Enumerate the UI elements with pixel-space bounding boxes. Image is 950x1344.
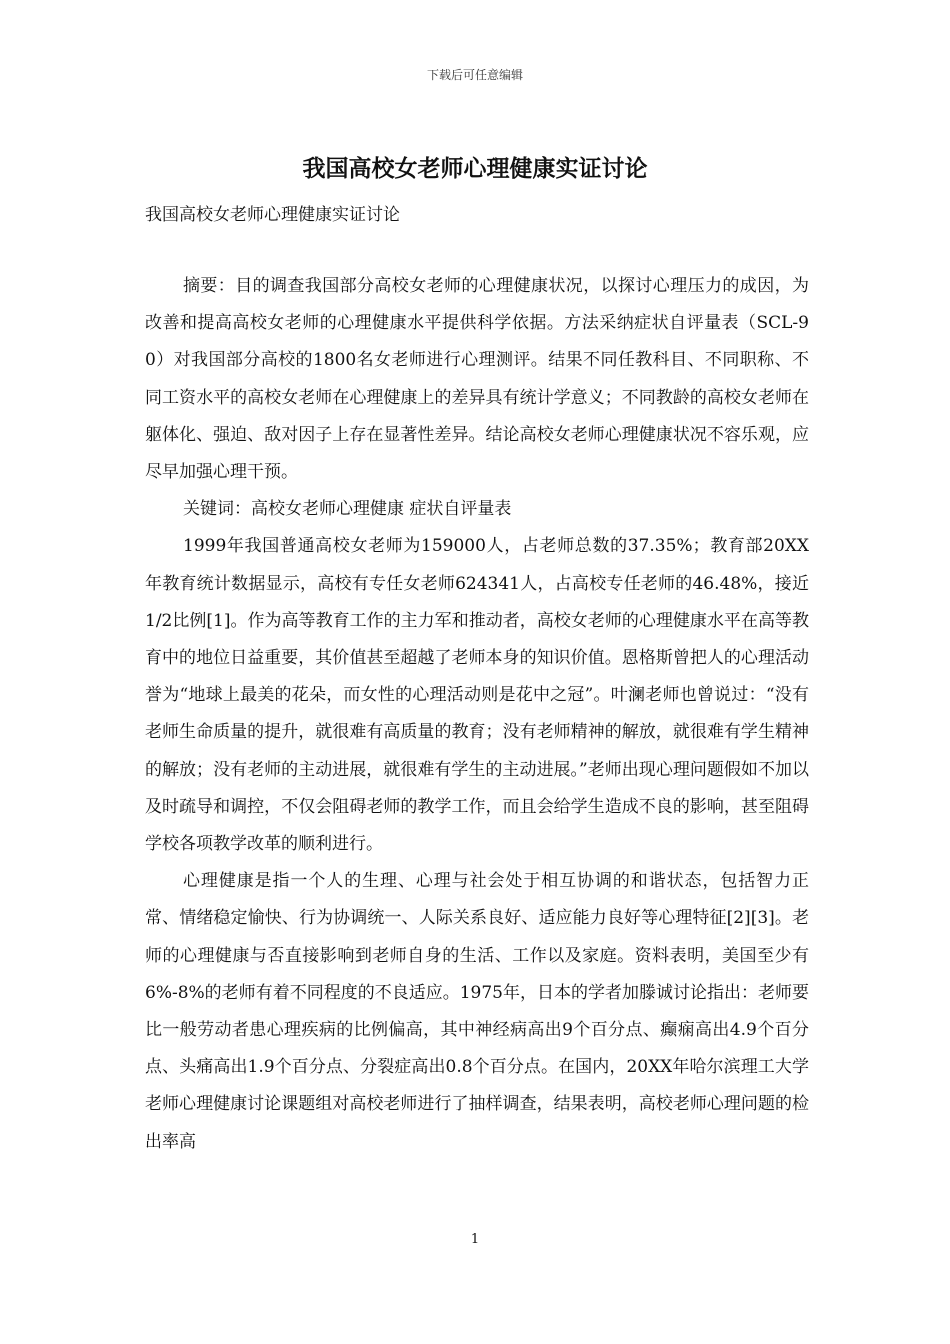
body-paragraph: 1999年我国普通高校女老师为159000人，占老师总数的37.35%；教育部20XX年教育统计数据显示，高校有专任女老师624341人，占高校专任老师的46.48%，接近1/2比例[1]。作为高等教育工作的主力军和推动者，高校女老师的心理健康水平在高等教育中的地位日益重要，其价值甚至超越了老师本身的知识价值。恩格斯曾把人的心理活动誉为“地球上最美的花朵，而女性的心理活动则是花中之冠”。叶澜老师也曾说过：“没有老师生命质量的提升，就很难有高质量的教育；没有老师精神的解放，就很难有学生精神的解放；没有老师的主动进展，就很难有学生的主动进展。”老师出现心理问题假如不加以及时疏导和调控，不仅会阻碍老师的教学工作，而且会给学生造成不良的影响，甚至阻碍学校各项教学改革的顺利进行。 bbox=[145, 536, 809, 855]
document-title: 我国高校女老师心理健康实证讨论 bbox=[302, 155, 648, 182]
header-note: 下载后可任意编辑 bbox=[426, 68, 523, 82]
document-body bbox=[145, 268, 809, 1161]
abstract-paragraph: 摘要：目的调查我国部分高校女老师的心理健康状况，以探讨心理压力的成因，为改善和提高高校女老师的心理健康水平提供科学依据。方法采纳症状自评量表（SCL-90）对我国部分高校的1800名女老师进行心理测评。结果不同任教科目、不同职称、不同工资水平的高校女老师在心理健康上的差异具有统计学意义；不同教龄的高校女老师在躯体化、强迫、敌对因子上存在显著性差异。结论高校女老师心理健康状况不容乐观，应尽早加强心理干预。 bbox=[145, 276, 809, 483]
document-subtitle: 我国高校女老师心理健康实证讨论 bbox=[145, 205, 400, 225]
body-paragraph: 心理健康是指一个人的生理、心理与社会处于相互协调的和谐状态，包括智力正常、情绪稳定愉快、行为协调统一、人际关系良好、适应能力良好等心理特征[2][3]。老师的心理健康与否直接影响到老师自身的生活、工作以及家庭。资料表明，美国至少有6%-8%的老师有着不同程度的不良适应。1975年，日本的学者加滕诚讨论指出：老师要比一般劳动者患心理疾病的比例偏高，其中神经病高出9个百分点、癫痫高出4.9个百分点、头痛高出1.9个百分点、分裂症高出0.8个百分点。在国内，20XX年哈尔滨理工大学老师心理健康讨论课题组对高校老师进行了抽样调查，结果表明，高校老师心理问题的检出率高 bbox=[145, 871, 809, 1152]
page-number: 1 bbox=[470, 1232, 480, 1247]
keywords-paragraph: 关键词：高校女老师心理健康 症状自评量表 bbox=[183, 499, 512, 520]
